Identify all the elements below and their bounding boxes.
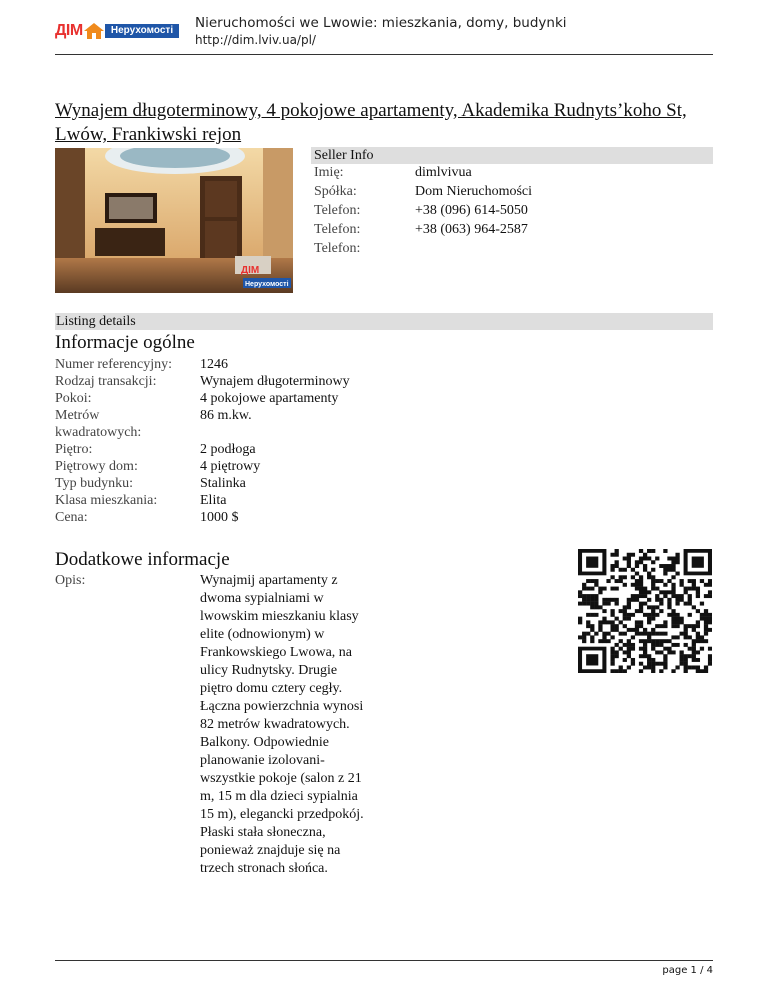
listing-details-heading: Listing details — [55, 313, 713, 330]
watermark-dim: ДІМ — [241, 265, 260, 276]
footer-divider — [55, 960, 713, 961]
house-icon — [83, 22, 105, 40]
detail-row: Piętrowy dom: 4 piętrowy — [55, 459, 261, 474]
site-title: Nieruchomości we Lwowie: mieszkania, domy, budynki — [195, 15, 567, 31]
general-info-title: Informacje ogólne — [55, 332, 195, 353]
seller-row-phone-1: Telefon: +38 (096) 614-5050 — [314, 203, 528, 218]
details-table — [55, 356, 395, 526]
detail-row: Piętro: 2 podłoga — [55, 442, 256, 457]
site-url[interactable]: http://dim.lviv.ua/pl/ — [195, 33, 316, 47]
site-logo[interactable] — [55, 22, 180, 42]
detail-row: Metrów kwadratowych: 86 m.kw. — [55, 408, 252, 440]
page-number: page 1 / 4 — [662, 965, 713, 976]
detail-row: Klasa mieszkania: Elita — [55, 493, 227, 508]
logo-text: ДІМ — [55, 22, 83, 39]
description-label: Opis: — [55, 573, 86, 588]
additional-info-title: Dodatkowe informacje — [55, 549, 230, 570]
detail-row: Typ budynku: Stalinka — [55, 476, 246, 491]
detail-row: Rodzaj transakcji: Wynajem długoterminowy — [55, 374, 350, 389]
hallway-photo — [55, 148, 293, 293]
page-header — [55, 14, 713, 55]
qr-code[interactable] — [578, 549, 712, 673]
watermark-box: Нерухомості — [245, 281, 289, 288]
detail-row: Numer referencyjny: 1246 — [55, 357, 228, 372]
seller-row-company: Spółka: Dom Nieruchomości — [314, 184, 533, 199]
logo-subtitle: Нерухомості — [105, 24, 179, 38]
detail-row: Pokoi: 4 pokojowe apartamenty — [55, 391, 339, 406]
description-text: Wynajmij apartamenty z dwoma sypialniami w lwowskim mieszkaniu klasy elite (odnowionym) w Frankowskiego Lwowa, na ulicy Rudnytsky. Drugie piętro domu cztery cegły. Łączna powierzchnia wynosi 82 metrów kwadratowych. Balkony. Odpowiednie planowanie izolovani- wszystkie pokoje (salon z 21 m, 15 m dla dzieci sypialnia 15 m), elegancki przedpokój. Płaski stała słoneczna, ponieważ znajduje się na trzech stronach słońca. — [200, 573, 364, 876]
listing-photo[interactable] — [55, 148, 293, 293]
seller-row-phone-3: Telefon: — [314, 241, 361, 256]
seller-info-heading: Seller Info — [311, 147, 713, 164]
seller-row-phone-2: Telefon: +38 (063) 964-2587 — [314, 222, 528, 237]
detail-row: Cena: 1000 $ — [55, 510, 239, 525]
seller-row-name: Imię: dimlvivua — [314, 165, 472, 180]
listing-title[interactable]: Wynajem długoterminowy, 4 pokojowe apartamenty, Akademika Rudnyts’koho St, Lwów, Frankiwski rejon — [55, 100, 687, 145]
